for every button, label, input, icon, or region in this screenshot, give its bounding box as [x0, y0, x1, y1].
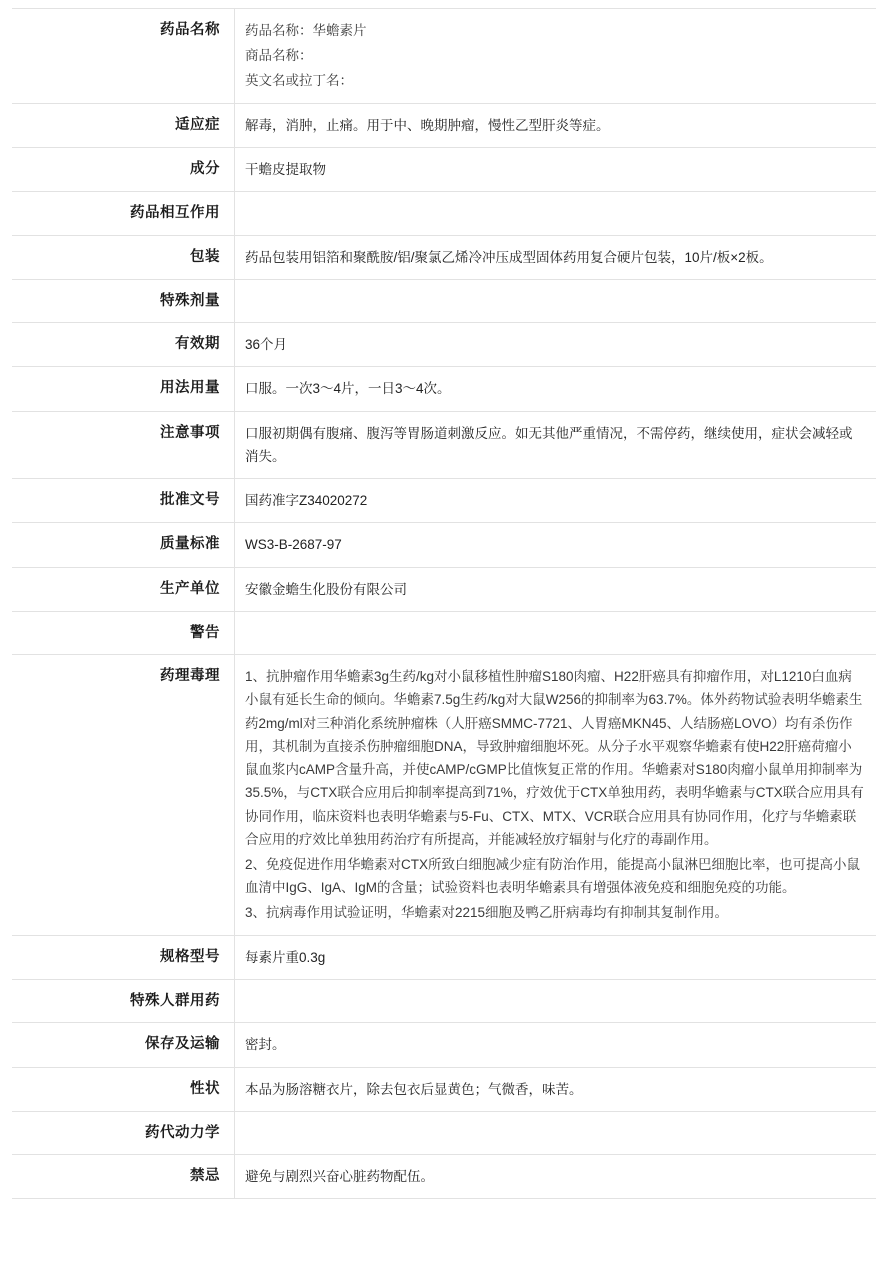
- row-value: [235, 9, 877, 104]
- row-label: 包装: [190, 248, 220, 265]
- value-text: 药品包装用铝箔和聚酰胺/铝/聚氯乙烯冷冲压成型固体药用复合硬片包装，10片/板×2板。: [245, 249, 773, 265]
- value-text: 1、抗肿瘤作用华蟾素3g生药/kg对小鼠移植性肿瘤S180肉瘤、H22肝癌具有抑瘤作用，对L1210白血病小鼠有延长生命的倾向。华蟾素7.5g生药/kg对大鼠W256的抑制率为63.7%。体外药物试验表明华蟾素生药2mg/ml对三种消化系统肿瘤株（人肝癌SMMC-7721、人胃癌MKN45、人结肠癌LOVO）均有杀伤作用，其机制为直接杀伤肿瘤细胞DNA，导致肿瘤细胞坏死。从分子水平观察华蟾素有使H22肝癌荷瘤小鼠血浆内cAMP含量升高，并使cAMP/cGMP比值恢复正常的作用。华蟾素对S180肉瘤小鼠单用抑制率为35.5%，与CTX联合应用后抑制率提高到71%，疗效优于CTX单独用药，表明华蟾素与CTX联合应用具有协同作用，临床资料也表明华蟾素与5-Fu、CTX、MTX、VCR联合应用具有协同作用，化疗与华蟾素联合应用的疗效比单独用药治疗有所提高，并能减轻放疗辐射与化疗的毒副作用。: [245, 669, 864, 847]
- row-label: 批准文号: [160, 492, 220, 509]
- table-row: [12, 567, 876, 611]
- empty-value: [245, 990, 864, 1006]
- drug-info-table: [12, 8, 876, 1199]
- value-text: 每素片重0.3g: [245, 949, 326, 965]
- table-row: [12, 147, 876, 191]
- value-text: 国药准字Z34020272: [245, 493, 368, 509]
- row-label: 特殊人群用药: [130, 992, 220, 1009]
- row-label: 药代动力学: [145, 1124, 220, 1141]
- table-row: [12, 523, 876, 567]
- table-row: [12, 655, 876, 935]
- table-row: [12, 1111, 876, 1154]
- table-row: [12, 279, 876, 322]
- row-value: [235, 1111, 877, 1154]
- row-value: [235, 192, 877, 235]
- value-text: 本品为肠溶糖衣片，除去包衣后显黄色；气微香，味苦。: [245, 1081, 583, 1097]
- row-value: [235, 103, 877, 147]
- row-value: [235, 523, 877, 567]
- row-value: [235, 979, 877, 1022]
- row-label: 成分: [190, 160, 220, 177]
- row-value: [235, 1023, 877, 1067]
- row-label: 质量标准: [160, 536, 220, 553]
- row-label: 生产单位: [160, 580, 220, 597]
- row-label: 有效期: [175, 336, 220, 353]
- drug-info-table-body: [12, 9, 876, 1199]
- row-label: 用法用量: [160, 380, 220, 397]
- empty-value: [245, 202, 864, 218]
- page-bottom-spacer: [8, 1199, 872, 1269]
- row-label: 性状: [190, 1080, 220, 1097]
- value-text: 36个月: [245, 337, 288, 353]
- value-text: 口服。一次3～4片，一日3～4次。: [245, 381, 451, 397]
- value-text: 口服初期偶有腹痛、腹泻等胃肠道刺激反应。如无其他严重情况，不需停药，继续使用，症状会减轻或消失。: [245, 425, 853, 464]
- value-text: 干蟾皮提取物: [245, 161, 326, 177]
- table-row: [12, 1023, 876, 1067]
- row-value: [235, 567, 877, 611]
- row-value: [235, 235, 877, 279]
- row-label: 特殊剂量: [160, 292, 220, 309]
- row-label: 保存及运输: [145, 1036, 220, 1053]
- table-row: [12, 103, 876, 147]
- row-value: [235, 323, 877, 367]
- table-row: [12, 9, 876, 104]
- row-label: 药品相互作用: [130, 205, 220, 222]
- table-row: [12, 979, 876, 1022]
- row-label: 药品名称: [160, 22, 220, 38]
- row-label: 药理毒理: [160, 668, 220, 685]
- row-value: [235, 367, 877, 411]
- row-value: [235, 935, 877, 979]
- table-row: [12, 192, 876, 235]
- row-label: 适应症: [175, 116, 220, 133]
- value-text: 避免与剧烈兴奋心脏药物配伍。: [245, 1169, 434, 1185]
- row-value: [235, 479, 877, 523]
- table-row: [12, 479, 876, 523]
- value-text: 药品名称：华蟾素片: [245, 23, 367, 38]
- row-label: 警告: [190, 624, 220, 641]
- row-value: [235, 611, 877, 654]
- row-value: [235, 1067, 877, 1111]
- empty-value: [245, 622, 864, 638]
- row-label: 注意事项: [160, 424, 220, 441]
- row-value: [235, 411, 877, 478]
- table-row: [12, 611, 876, 654]
- row-label: 规格型号: [160, 948, 220, 965]
- value-text: 2、免疫促进作用华蟾素对CTX所致白细胞减少症有防治作用，能提高小鼠淋巴细胞比率，也可提高小鼠血清中IgG、IgA、IgM的含量；试验资料也表明华蟾素具有增强体液免疫和细胞免疫的功能。: [245, 857, 861, 896]
- row-value: [235, 279, 877, 322]
- value-text: 英文名或拉丁名：: [245, 73, 353, 89]
- table-row: [12, 367, 876, 411]
- value-text: 商品名称：: [245, 48, 313, 64]
- table-row: [12, 1067, 876, 1111]
- table-row: [12, 411, 876, 478]
- value-text: 安徽金蟾生化股份有限公司: [245, 581, 407, 597]
- row-label: 禁忌: [190, 1168, 220, 1185]
- value-text: 解毒，消肿，止痛。用于中、晚期肿瘤，慢性乙型肝炎等症。: [245, 117, 610, 133]
- table-row: [12, 1155, 876, 1199]
- table-row: [12, 935, 876, 979]
- row-value: [235, 655, 877, 935]
- value-text: WS3-B-2687-97: [245, 537, 342, 553]
- empty-value: [245, 290, 864, 306]
- row-value: [235, 147, 877, 191]
- table-row: [12, 235, 876, 279]
- table-row: [12, 323, 876, 367]
- value-text: 密封。: [245, 1037, 286, 1053]
- value-text: 3、抗病毒作用试验证明，华蟾素对2215细胞及鸭乙肝病毒均有抑制其复制作用。: [245, 905, 729, 921]
- row-value: [235, 1155, 877, 1199]
